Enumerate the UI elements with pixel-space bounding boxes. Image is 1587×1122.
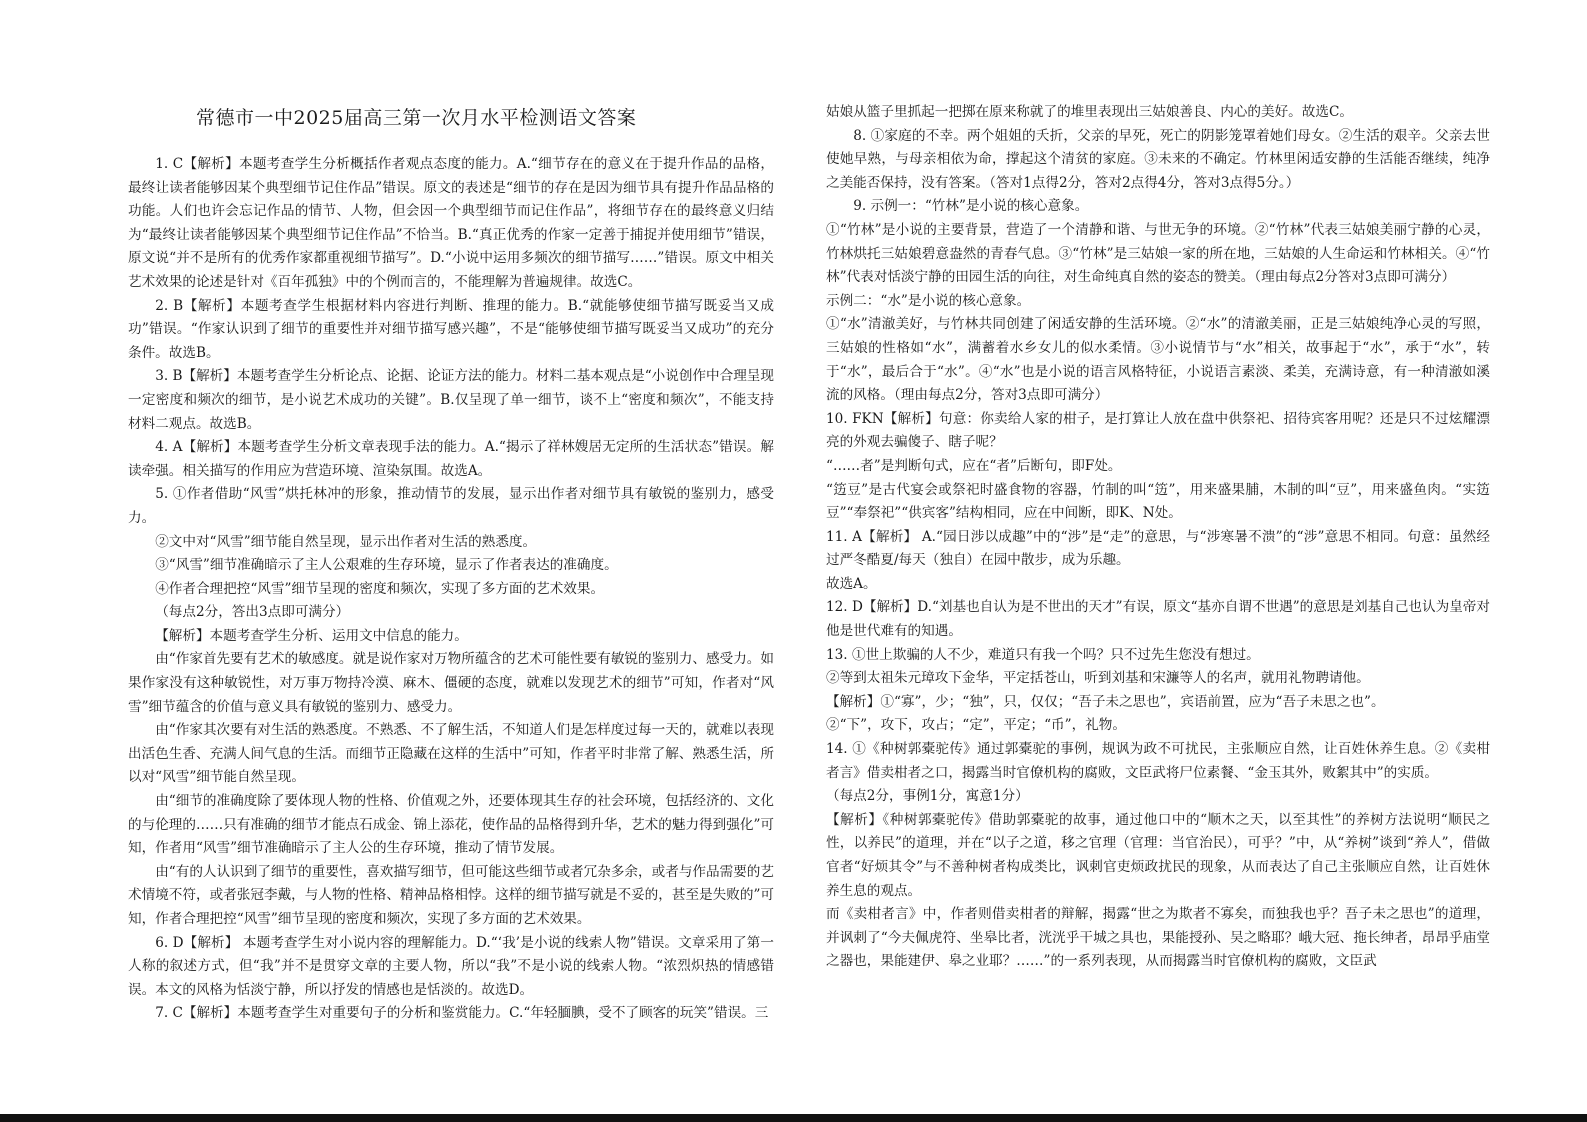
answer-paragraph: 故选A。 bbox=[826, 575, 877, 592]
right-column-body bbox=[826, 101, 1490, 974]
answer-paragraph: 而《卖柑者言》中，作者则借卖柑者的辩解，揭露“世之为欺者不寡矣，而独我也乎？吾子未之思也”的道理，并讽刺了“今夫佩虎符、坐皋比者，洸洸乎干城之具也，果能授孙、吴之略耶？峨大冠、拖长绅者，昂昂乎庙堂之器也，果能建伊、皋之业耶？……”的一系列表现，从而揭露当时官僚机构的腐败，文臣武 bbox=[826, 906, 1490, 970]
answer-paragraph: 10. FKN【解析】句意：你卖给人家的柑子，是打算让人放在盘中供祭祀、招待宾客用呢？还是只不过炫耀漂亮的外观去骗傻子、瞎子呢？ bbox=[826, 410, 1490, 451]
answer-paragraph: 14. ①《种树郭橐驼传》通过郭橐驼的事例，规讽为政不可扰民，主张顺应自然，让百姓休养生息。②《卖柑者言》借卖柑者之口，揭露当时官僚机构的腐败，文臣武将尸位素餐、“金玉其外，败絮其中”的实质。 bbox=[826, 741, 1490, 781]
answer-paragraph: ③“风雪”细节准确暗示了主人公艰难的生存环境，显示了作者表达的准确度。 bbox=[155, 557, 618, 574]
answer-paragraph: ①“竹林”是小说的主要背景，营造了一个清静和谐、与世无争的环境。②“竹林”代表三姑娘美丽宁静的心灵，竹林烘托三姑娘碧意盎然的青春气息。③“竹林”是三姑娘一家的所在地，三姑娘的人生命运和竹林相关。④“竹林”代表对恬淡宁静的田园生活的向往，对生命纯真自然的姿态的赞美。（理由每点2分答对3点即可满分） bbox=[826, 221, 1490, 286]
answer-paragraph: 4. A【解析】本题考查学生分析文章表现手法的能力。A.“揭示了祥林嫂居无定所的生活状态”错误。解读牵强。相关描写的作用应为营造环境、渲染氛围。故选A。 bbox=[128, 439, 774, 479]
answer-paragraph: 7. C【解析】本题考查学生对重要句子的分析和鉴赏能力。C.“年轻腼腆，受不了顾客的玩笑”错误。三 bbox=[155, 1005, 769, 1022]
answer-paragraph: 【解析】《种树郭橐驼传》借助郭橐驼的故事，通过他口中的“顺木之天，以至其性”的养树方法说明“顺民之性，以养民”的道理，并在“以子之道，移之官理（官理：当官治民），可乎？”中，从“养树”谈到“养人”，借做官者“好烦其令”与不善种树者构成类比，讽刺官吏烦政扰民的现象，从而表达了自己主张顺应自然，让百姓休养生息的观点。 bbox=[826, 811, 1490, 899]
answer-paragraph: “……者”是判断句式，应在“者”后断句，即F处。 bbox=[826, 457, 1122, 474]
right-answer-column bbox=[826, 0, 1490, 1122]
answer-paragraph: 2. B【解析】本题考查学生根据材料内容进行判断、推理的能力。B.“就能够使细节描写既妥当又成功”错误。“作家认识到了细节的重要性并对细节描写感兴趣”，不是“能够使细节描写既妥当又成功”的充分条件。故选B。 bbox=[128, 297, 774, 361]
answer-paragraph: ④作者合理把控“风雪”细节呈现的密度和频次，实现了多方面的艺术效果。 bbox=[155, 580, 605, 597]
answer-paragraph: 3. B【解析】本题考查学生分析论点、论据、论证方法的能力。材料二基本观点是“小说创作中合理呈现一定密度和频次的细节，是小说艺术成功的关键”。B.仅呈现了单一细节，谈不上“密度和频次”，不能支持材料二观点。故选B。 bbox=[128, 368, 774, 432]
bottom-border bbox=[0, 1114, 1587, 1122]
answer-paragraph: 姑娘从篮子里抓起一把掷在原来称就了的堆里表现出三姑娘善良、内心的美好。故选C。 bbox=[826, 104, 1353, 120]
answer-paragraph: 示例二：“水”是小说的核心意象。 bbox=[826, 292, 1031, 309]
answer-paragraph: 由“有的人认识到了细节的重要性，喜欢描写细节，但可能这些细节或者冗杂多余，或者与作品需要的艺术情境不符，或者张冠李戴，与人物的性格、精神品格相悖。这样的细节描写就是不妥的，甚至是失败的”可知，作者合理把控“风雪”细节呈现的密度和频次，实现了多方面的艺术效果。 bbox=[128, 863, 774, 927]
answer-paragraph: 11. A【解析】 A.“园日涉以成趣”中的“涉”是“走”的意思，与“涉寒暑不溃”的“涉”意思不相同。句意：虽然经过严冬酷夏/每天（独自）在园中散步，成为乐趣。 bbox=[826, 528, 1490, 569]
answer-paragraph: ①“水”清澈美好，与竹林共同创建了闲适安静的生活环境。②“水”的清澈美丽，正是三姑娘纯净心灵的写照，三姑娘的性格如“水”，满蓄着水乡女儿的似水柔情。③小说情节与“水”相关，故事起于“水”，承于“水”，转于“水”，最后合于“水”。④“水”也是小说的语言风格特征，小说语言素淡、柔美，充满诗意，有一种清澈如溪流的风格。（理由每点2分，答对3点即可满分） bbox=[826, 316, 1490, 404]
answer-paragraph: （每点2分，答出3点即可满分） bbox=[155, 604, 350, 621]
answer-paragraph: 【解析】本题考查学生分析、运用文中信息的能力。 bbox=[155, 627, 468, 644]
left-answer-column bbox=[128, 0, 774, 1122]
answer-paragraph: “笾豆”是古代宴会或祭祀时盛食物的容器，竹制的叫“笾”，用来盛果脯，木制的叫“豆”，用来盛鱼肉。“实笾豆”“奉祭祀”“供宾客”结构相同，应在中间断，即K、N处。 bbox=[826, 481, 1490, 522]
answer-paragraph: 1. C【解析】本题考查学生分析概括作者观点态度的能力。A.“细节存在的意义在于提升作品的品格，最终让读者能够因某个典型细节记住作品”错误。原文的表述是“细节的存在是因为细节具有提升作品品格的功能。人们也许会忘记作品的情节、人物，但会因一个典型细节而记住作品”，将细节存在的最终意义归结为“最终让读者能够因某个典型细节记住作品”不恰当。B.“真正优秀的作家一定善于捕捉并使用细节”错误，原文说“并不是所有的优秀作家都重视细节描写”。D.“小说中运用多频次的细节描写……”错误。原文中相关艺术效果的论述是针对《百年孤独》中的个例而言的，不能理解为普遍规律。故选C。 bbox=[128, 156, 774, 290]
answer-paragraph: 【解析】①“寡”，少；“独”，只，仅仅；“吾子未之思也”，宾语前置，应为“吾子未思之也”。 bbox=[826, 693, 1385, 710]
answer-paragraph: ②等到太祖朱元璋攻下金华，平定括苍山，听到刘基和宋濂等人的名声，就用礼物聘请他。 bbox=[826, 670, 1370, 687]
answer-paragraph: 由“作家首先要有艺术的敏感度。就是说作家对万物所蕴含的艺术可能性要有敏锐的鉴别力、感受力。如果作家没有这种敏锐性，对万事万物持冷漠、麻木、僵硬的态度，就难以发现艺术的细节”可知，作者对“风雪”细节蕴含的价值与意义具有敏锐的鉴别力、感受力。 bbox=[128, 651, 774, 715]
answer-paragraph: 8. ①家庭的不幸。两个姐姐的夭折，父亲的早死，死亡的阴影笼罩着她们母女。②生活的艰辛。父亲去世使她早熟，与母亲相依为命，撑起这个清贫的家庭。③未来的不确定。竹林里闲适安静的生活能否继续，纯净之美能否保持，没有答案。（答对1点得2分，答对2点得4分，答对3点得5分。） bbox=[826, 127, 1490, 191]
answer-paragraph: 6. D【解析】 本题考查学生对小说内容的理解能力。D.“‘我’是小说的线索人物”错误。文章采用了第一人称的叙述方式，但“我”并不是贯穿文章的主要人物，所以“我”不是小说的线索人物。“浓烈炽热的情感错误。本文的风格为恬淡宁静，所以抒发的情感也是恬淡的。故选D。 bbox=[128, 934, 774, 998]
answer-paragraph: 由“作家其次要有对生活的熟悉度。不熟悉、不了解生活，不知道人们是怎样度过每一天的，就难以表现出活色生香、充满人间气息的生活。而细节正隐藏在这样的生活中”可知，作者平时非常了解、熟悉生活，所以对“风雪”细节能自然呈现。 bbox=[128, 722, 774, 786]
answer-paragraph: 9. 示例一：“竹林”是小说的核心意象。 bbox=[853, 198, 1089, 215]
answer-paragraph: ②文中对“风雪”细节能自然呈现，显示出作者对生活的熟悉度。 bbox=[155, 533, 537, 550]
answer-paragraph: （每点2分，事例1分，寓意1分） bbox=[826, 788, 1029, 805]
answer-paragraph: 由“细节的准确度除了要体现人物的性格、价值观之外，还要体现其生存的社会环境，包括经济的、文化的与伦理的……只有准确的细节才能点石成金、锦上添花，使作品的品格得到升华，艺术的魅力得到强化”可知，作者用“风雪”细节准确暗示了主人公的生存环境，推动了情节发展。 bbox=[128, 793, 774, 857]
answer-paragraph: ②“下”，攻下，攻占；“定”，平定；“币”，礼物。 bbox=[826, 717, 1126, 734]
answer-paragraph: 5. ①作者借助“风雪”烘托林冲的形象，推动情节的发展，显示出作者对细节具有敏锐的鉴别力，感受力。 bbox=[128, 486, 774, 526]
answer-paragraph: 13. ①世上欺骗的人不少，难道只有我一个吗？只不过先生您没有想过。 bbox=[826, 646, 1260, 663]
answer-paragraph: 12. D【解析】D.“刘基也自认为是不世出的天才”有误，原文“基亦自谓不世遇”的意思是刘基自己也认为皇帝对他是世代难有的知遇。 bbox=[826, 599, 1490, 640]
page-title: 常德市一中2025届高三第一次月水平检测语文答案 bbox=[196, 107, 637, 129]
left-column-body bbox=[128, 153, 774, 1026]
